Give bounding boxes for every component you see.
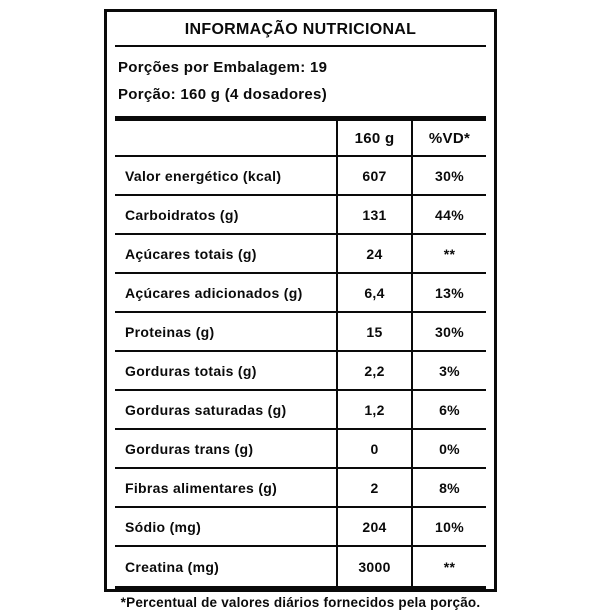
nutrition-table	[115, 121, 486, 586]
header-amount: 160 g	[336, 121, 411, 157]
row-amount: 0	[336, 430, 411, 469]
row-amount: 204	[336, 508, 411, 547]
row-label: Proteinas (g)	[115, 313, 336, 352]
row-label: Gorduras totais (g)	[115, 352, 336, 391]
row-dv: **	[411, 547, 486, 586]
row-label: Gorduras saturadas (g)	[115, 391, 336, 430]
row-label: Fibras alimentares (g)	[115, 469, 336, 508]
row-dv: 0%	[411, 430, 486, 469]
row-amount: 24	[336, 235, 411, 274]
portion-size: Porção: 160 g (4 dosadores)	[118, 86, 327, 103]
nutrition-label	[104, 9, 497, 610]
serving-info	[115, 47, 486, 116]
row-amount: 6,4	[336, 274, 411, 313]
row-dv: 8%	[411, 469, 486, 508]
row-amount: 2	[336, 469, 411, 508]
row-label: Açúcares adicionados (g)	[115, 274, 336, 313]
row-label: Gorduras trans (g)	[115, 430, 336, 469]
row-dv: 6%	[411, 391, 486, 430]
row-label: Carboidratos (g)	[115, 196, 336, 235]
row-dv: **	[411, 235, 486, 274]
row-amount: 1,2	[336, 391, 411, 430]
row-amount: 131	[336, 196, 411, 235]
row-amount: 15	[336, 313, 411, 352]
row-dv: 30%	[411, 313, 486, 352]
row-dv: 13%	[411, 274, 486, 313]
row-label: Açúcares totais (g)	[115, 235, 336, 274]
footnote: *Percentual de valores diários fornecidos pela porção.	[120, 595, 481, 610]
row-amount: 607	[336, 157, 411, 196]
row-dv: 30%	[411, 157, 486, 196]
row-dv: 44%	[411, 196, 486, 235]
servings-per-package: Porções por Embalagem: 19	[118, 59, 328, 76]
row-dv: 3%	[411, 352, 486, 391]
label-title: INFORMAÇÃO NUTRICIONAL	[184, 21, 417, 38]
header-dv: %VD*	[411, 121, 486, 157]
row-amount: 2,2	[336, 352, 411, 391]
row-label: Creatina (mg)	[125, 558, 220, 575]
row-label: Valor energético (kcal)	[115, 157, 336, 196]
header-empty-cell	[115, 121, 336, 157]
row-label: Sódio (mg)	[115, 508, 336, 547]
row-amount: 3000	[336, 547, 411, 586]
row-dv: 10%	[411, 508, 486, 547]
